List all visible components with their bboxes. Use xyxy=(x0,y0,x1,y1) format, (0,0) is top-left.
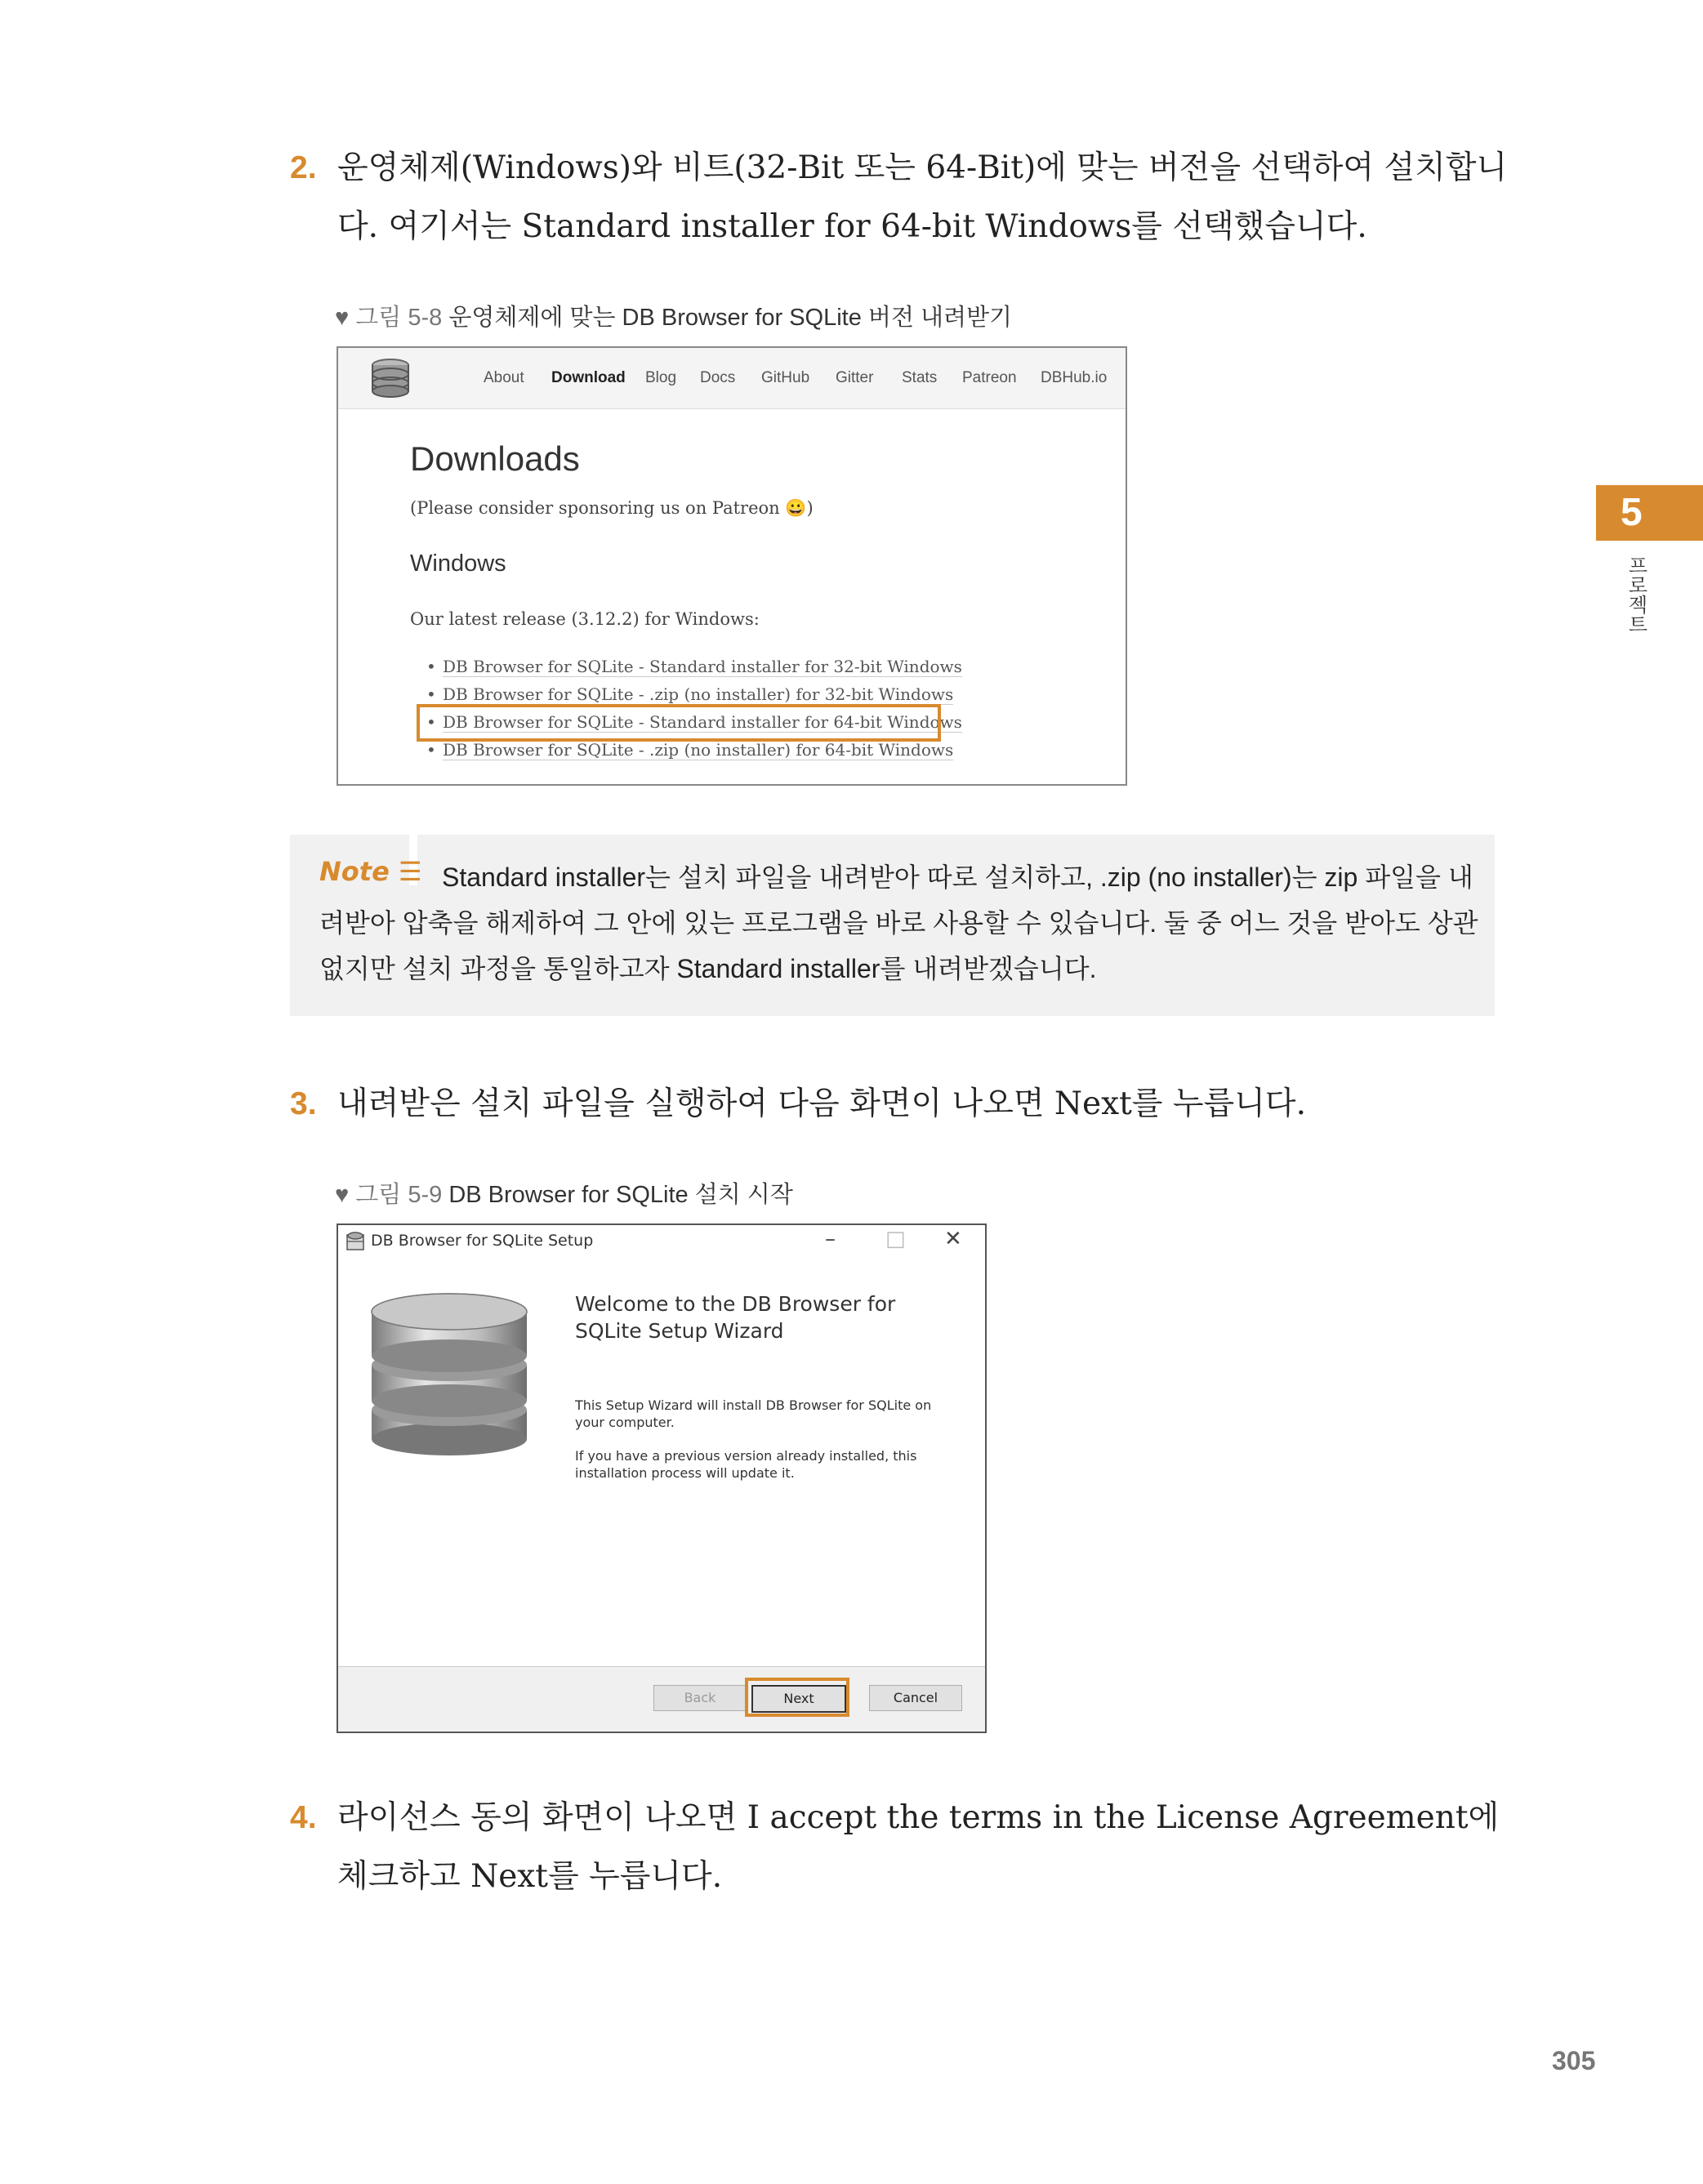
chapter-label: 프로젝트 xyxy=(1625,555,1647,634)
nav-patreon[interactable]: Patreon xyxy=(962,369,1017,386)
figure-caption-text: 운영체제에 맞는 DB Browser for SQLite 버전 내려받기 xyxy=(448,305,1013,331)
nav-blog[interactable]: Blog xyxy=(645,369,677,386)
note-text: Standard installer는 설치 파일을 내려받아 따로 설치하고, .zip (no installer)는 zip 파일을 내려받아 압축을 해제하여 그 안에 있는 프로그램을 바로 사용할 수 있습니다. 둘 중 어느 것을 받아도 상관없지만 설치 과정을 통일하고자 Standard installer를 내려받겠습니다. xyxy=(319,862,1478,983)
window-title: DB Browser for SQLite Setup xyxy=(371,1232,594,1250)
next-button[interactable]: Next xyxy=(751,1685,846,1713)
figure-caption xyxy=(335,299,1012,332)
note-box xyxy=(290,835,1495,1016)
cancel-button[interactable]: Cancel xyxy=(869,1685,962,1711)
minimize-icon[interactable]: – xyxy=(825,1227,836,1251)
step-number: 3. xyxy=(290,1086,317,1121)
nav-download[interactable]: Download xyxy=(551,369,626,386)
latest-release-text: Our latest release (3.12.2) for Windows: xyxy=(410,609,760,629)
nav-gitter[interactable]: Gitter xyxy=(836,369,874,386)
bullet: • xyxy=(426,657,436,676)
nav-dbhub[interactable]: DBHub.io xyxy=(1041,369,1108,386)
download-link-32-zip[interactable]: DB Browser for SQLite - .zip (no installer) for 32-bit Windows xyxy=(443,684,954,704)
figure-number: 그림 5-8 xyxy=(355,305,443,331)
download-page-screenshot xyxy=(337,346,1127,786)
wizard-button-bar xyxy=(338,1666,985,1732)
download-link-32-installer[interactable]: DB Browser for SQLite - Standard installer for 32-bit Windows xyxy=(443,657,962,676)
navbar xyxy=(338,348,1126,409)
installer-icon xyxy=(345,1230,366,1251)
figure-number: 그림 5-9 xyxy=(355,1182,443,1208)
download-link-64-installer[interactable]: DB Browser for SQLite - Standard installer for 64-bit Windows xyxy=(443,712,962,732)
wizard-body-1: This Setup Wizard will install DB Browser for SQLite on your computer. xyxy=(575,1397,932,1430)
section-heading: Windows xyxy=(410,550,506,577)
figure-caption xyxy=(335,1176,793,1210)
close-icon[interactable]: ✕ xyxy=(944,1227,962,1251)
figure-caption-text: DB Browser for SQLite 설치 시작 xyxy=(448,1182,793,1208)
heart-icon: ♥ xyxy=(335,305,350,331)
download-link-64-zip[interactable]: DB Browser for SQLite - .zip (no installer) for 64-bit Windows xyxy=(443,740,954,760)
back-button[interactable]: Back xyxy=(653,1685,747,1711)
highlight-box xyxy=(417,704,941,742)
step-text: 내려받은 설치 파일을 실행하여 다음 화면이 나오면 Next를 누릅니다. xyxy=(337,1085,1306,1122)
wizard-body-2: If you have a previous version already installed, this installation process will update it. xyxy=(575,1448,917,1481)
step-number: 4. xyxy=(290,1800,317,1835)
heart-icon: ♥ xyxy=(335,1182,350,1208)
sponsor-text: (Please consider sponsoring us on Patreon 😀) xyxy=(410,498,814,518)
page-number: 305 xyxy=(1552,2046,1596,2075)
page-title: Downloads xyxy=(410,439,580,478)
nav-stats[interactable]: Stats xyxy=(902,369,938,386)
step-text: 운영체제(Windows)와 비트(32-Bit 또는 64-Bit)에 맞는 버전을 선택하여 설치합니다. 여기서는 Standard installer for 64-bit Windows를 선택했습니다. xyxy=(337,149,1508,245)
bullet: • xyxy=(426,684,436,704)
step-text: 라이선스 동의 화면이 나오면 I accept the terms in the License Agreement에 체크하고 Next를 누릅니다. xyxy=(337,1799,1500,1895)
bullet: • xyxy=(426,712,436,732)
highlight-box xyxy=(745,1678,849,1717)
maximize-icon[interactable]: □ xyxy=(885,1227,906,1251)
bullet: • xyxy=(426,740,436,760)
nav-about[interactable]: About xyxy=(484,369,524,386)
note-label: Note ☰ xyxy=(319,856,422,887)
nav-github[interactable]: GitHub xyxy=(761,369,810,386)
step-number: 2. xyxy=(290,150,317,185)
nav-docs[interactable]: Docs xyxy=(700,369,736,386)
database-logo-icon xyxy=(371,358,410,399)
wizard-heading: Welcome to the DB Browser for SQLite Setup Wizard xyxy=(575,1292,896,1343)
chapter-tab: 5 xyxy=(1596,485,1703,541)
database-icon xyxy=(368,1287,531,1459)
setup-wizard-window xyxy=(337,1223,987,1733)
